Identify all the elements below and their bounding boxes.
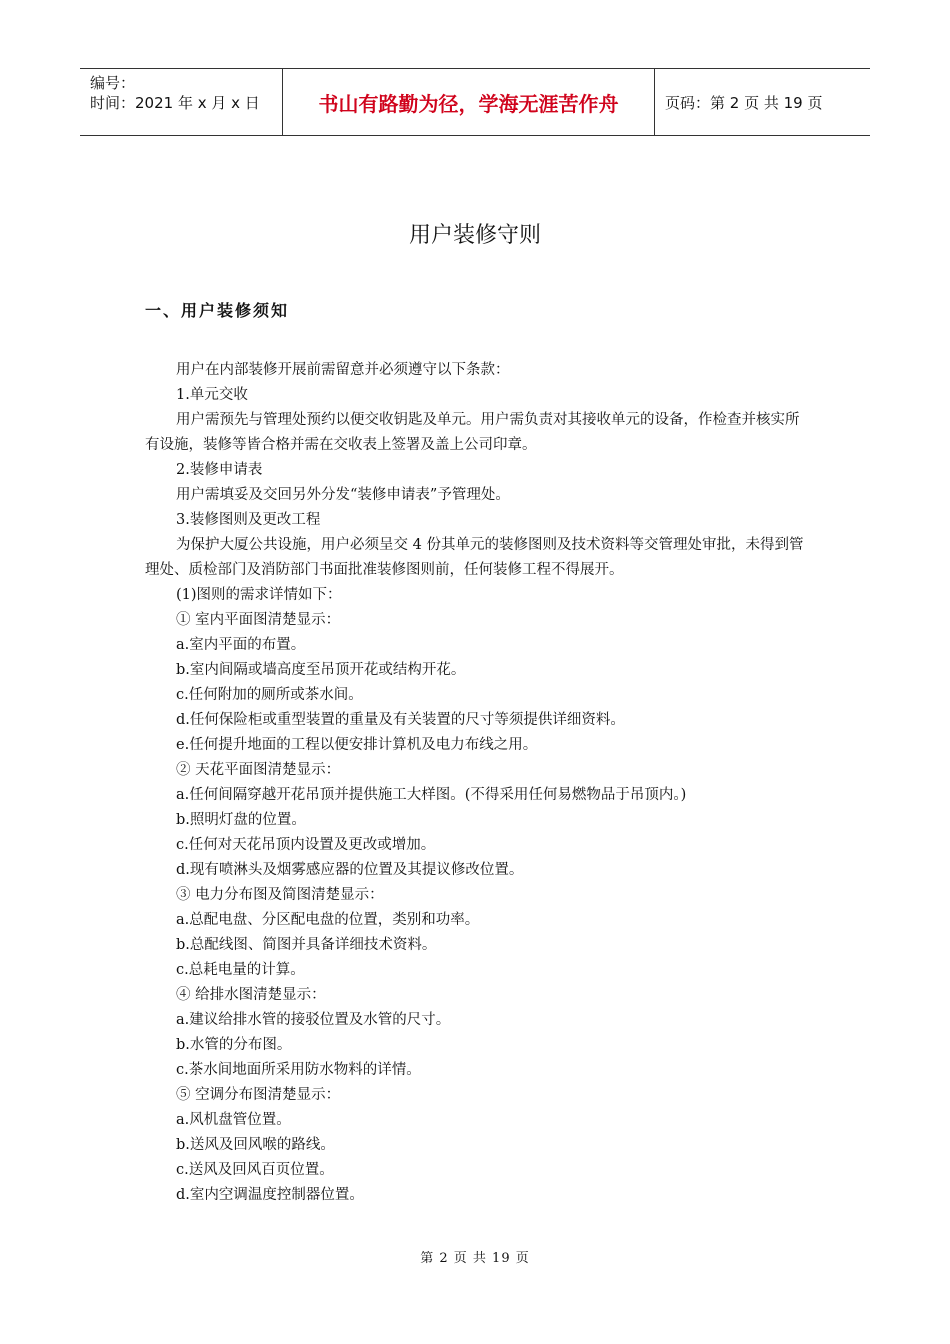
paragraph: d.现有喷淋头及烟雾感应器的位置及其提议修改位置。: [176, 862, 524, 878]
paragraph: ① 室内平面图清楚显示：: [176, 612, 341, 628]
paragraph: b.送风及回风喉的路线。: [176, 1137, 335, 1153]
header-page-info: 页码：第 2 页 共 19 页: [665, 93, 823, 112]
paragraph: 为保护大厦公共设施，用户必须呈交 4 份其单元的装修图则及技术资料等交管理处审批，未得到管理处、质检部门及消防部门书面批准装修图则前，任何装修工程不得展开。: [145, 537, 804, 578]
paragraph: ⑤ 空调分布图清楚显示：: [176, 1087, 341, 1103]
paragraph: ③ 电力分布图及简图清楚显示：: [176, 887, 384, 903]
paragraph: c.总耗电量的计算。: [176, 962, 305, 978]
page-footer: 第 2 页 共 19 页: [420, 1251, 530, 1266]
paragraph: e.任何提升地面的工程以便安排计算机及电力布线之用。: [176, 737, 538, 753]
paragraph: a.建议给排水管的接驳位置及水管的尺寸。: [176, 1012, 451, 1028]
paragraph: 1.单元交收: [176, 387, 248, 403]
paragraph: 用户需预先与管理处预约以便交收钥匙及单元。用户需负责对其接收单元的设备，作检查并核实所有设施，装修等皆合格并需在交收表上签署及盖上公司印章。: [145, 412, 800, 453]
paragraph: ④ 给排水图清楚显示：: [176, 987, 326, 1003]
paragraph: ② 天花平面图清楚显示：: [176, 762, 341, 778]
paragraph: c.茶水间地面所采用防水物料的详情。: [176, 1062, 421, 1078]
paragraph: 3.装修图则及更改工程: [176, 512, 321, 528]
paragraph: (1)图则的需求详情如下：: [176, 587, 342, 603]
document-body: [145, 358, 810, 1208]
paragraph: d.任何保险柜或重型装置的重量及有关装置的尺寸等须提供详细资料。: [176, 712, 625, 728]
paragraph: b.总配线图、简图并具备详细技术资料。: [176, 937, 437, 953]
paragraph: 2.装修申请表: [176, 462, 263, 478]
paragraph: b.照明灯盘的位置。: [176, 812, 306, 828]
paragraph: d.室内空调温度控制器位置。: [176, 1187, 364, 1203]
paragraph: a.室内平面的布置。: [176, 637, 306, 653]
page-header: [80, 68, 870, 136]
section-heading: 一、用户装修须知: [145, 301, 290, 320]
paragraph: c.任何对天花吊顶内设置及更改或增加。: [176, 837, 436, 853]
paragraph: 用户在内部装修开展前需留意并必须遵守以下条款：: [176, 362, 510, 378]
document-title: 用户装修守则: [408, 223, 541, 248]
paragraph: b.水管的分布图。: [176, 1037, 292, 1053]
paragraph: c.送风及回风百页位置。: [176, 1162, 334, 1178]
paragraph: a.任何间隔穿越开花吊顶并提供施工大样图。(不得采用任何易燃物品于吊顶内。): [176, 787, 687, 803]
document-number-label: 编号：: [90, 74, 136, 92]
header-motto: 书山有路勤为径，学海无涯苦作舟: [282, 69, 655, 135]
paragraph: a.风机盘管位置。: [176, 1112, 291, 1128]
header-meta: [80, 69, 282, 135]
paragraph: a.总配电盘、分区配电盘的位置，类别和功率。: [176, 912, 480, 928]
paragraph: 用户需填妥及交回另外分发“装修申请表”予管理处。: [176, 487, 510, 503]
paragraph: b.室内间隔或墙高度至吊顶开花或结构开花。: [176, 662, 466, 678]
paragraph: c.任何附加的厕所或茶水间。: [176, 687, 363, 703]
document-date-label: 时间：2021 年 x 月 x 日: [90, 94, 260, 112]
